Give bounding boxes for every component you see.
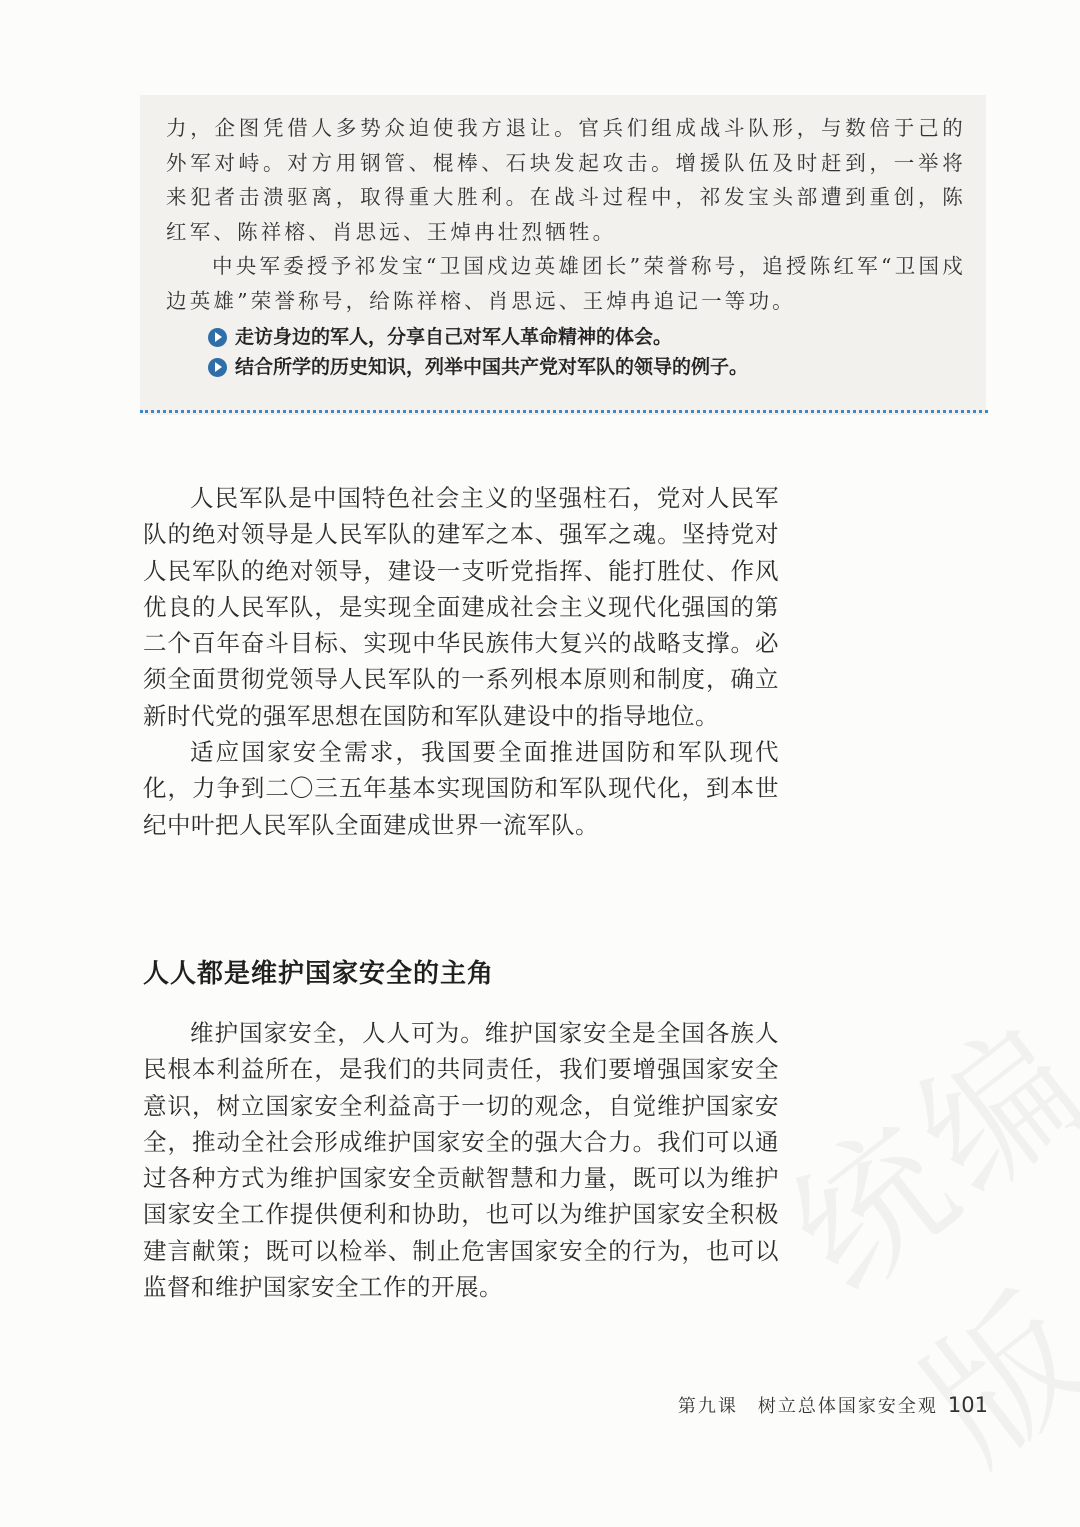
lesson-title: 第九课 树立总体国家安全观: [677, 1396, 938, 1417]
story-text: [166, 111, 966, 318]
main-text: [143, 480, 779, 843]
story-paragraph: 中央军委授予祁发宝“卫国戍边英雄团长”荣誉称号，追授陈红军“卫国戍边英雄”荣誉称号，给陈祥榕、肖思远、王焯冉追记一等功。: [166, 254, 966, 313]
body-paragraph: 维护国家安全，人人可为。维护国家安全是全国各族人民根本利益所在，是我们的共同责任，我们要增强国家安全意识，树立国家安全利益高于一切的观念，自觉维护国家安全，推动全社会形成维护国家安全的强大合力。我们可以通过各种方式为维护国家安全贡献智慧和力量，既可以为维护国家安全工作提供便利和协助，也可以为维护国家安全积极建言献策；既可以检举、制止危害国家安全的行为，也可以监督和维护国家安全工作的开展。: [143, 1019, 779, 1302]
activity-item: [208, 322, 968, 352]
section-heading: 人人都是维护国家安全的主角: [143, 959, 495, 989]
activity-text: 走访身边的军人，分享自己对军人革命精神的体会。: [235, 326, 673, 348]
arrow-circle-icon: [208, 358, 227, 377]
body-paragraph: 人民军队是中国特色社会主义的坚强柱石，党对人民军队的绝对领导是人民军队的建军之本、强军之魂。坚持党对人民军队的绝对领导，建设一支听党指挥、能打胜仗、作风优良的人民军队，是实现全面建成社会主义现代化强国的第二个百年奋斗目标、实现中华民族伟大复兴的战略支撑。必须全面贯彻党领导人民军队的一系列根本原则和制度，确立新时代党的强军思想在国防和军队建设中的指导地位。: [143, 484, 779, 730]
activity-text: 结合所学的历史知识，列举中国共产党对军队的领导的例子。: [235, 356, 749, 378]
section-text: [143, 1015, 779, 1305]
activity-item: [208, 352, 968, 382]
arrow-circle-icon: [208, 328, 227, 347]
page-number: 101: [947, 1393, 988, 1417]
activity-list: [208, 322, 968, 382]
story-paragraph: 力，企图凭借人多势众迫使我方退让。官兵们组成战斗队形，与数倍于己的外军对峙。对方用钢管、棍棒、石块发起攻击。增援队伍及时赶到，一举将来犯者击溃驱离，取得重大胜利。在战斗过程中，祁发宝头部遭到重创，陈红军、陈祥榕、肖思远、王焯冉壮烈牺牲。: [166, 116, 966, 244]
dotted-divider: [140, 410, 988, 413]
body-paragraph: 适应国家安全需求，我国要全面推进国防和军队现代化，力争到二〇三五年基本实现国防和军队现代化，到本世纪中叶把人民军队全面建成世界一流军队。: [143, 738, 779, 839]
